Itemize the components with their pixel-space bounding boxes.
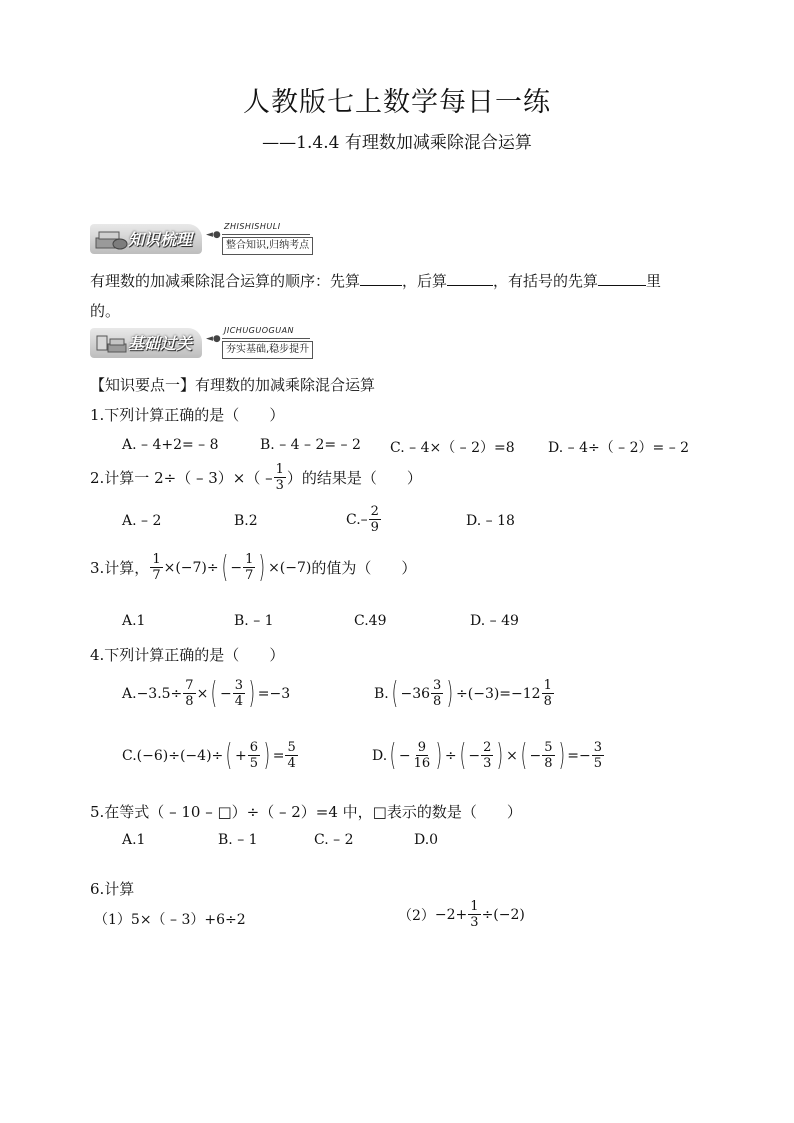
question-3-stem [90, 549, 417, 585]
right-paren: ) [258, 549, 266, 585]
banner-title: 知识梳理 [128, 230, 193, 249]
fraction-denominator: 16 [413, 756, 431, 771]
fraction-numerator: 1 [543, 678, 552, 693]
q3-inner-sign: − [230, 559, 243, 576]
right-paren: ) [446, 675, 454, 711]
knowledge-text-d: 里 [646, 272, 662, 290]
q4-d-label: D. [372, 747, 388, 764]
q4-d-sign-3: − [529, 747, 542, 764]
q3-expr-mid: ×(−7)÷ [163, 559, 219, 576]
left-paren: ( [389, 737, 397, 773]
section-heading: 【知识要点一】有理数的加减乘除混合运算 [90, 376, 376, 394]
q4-d-fraction-1 [412, 740, 433, 771]
q4-d-op-1: ÷ [444, 747, 457, 764]
fraction-numerator: 3 [593, 740, 603, 755]
q4-option-c[interactable] [122, 737, 299, 773]
q4-a-op: × [196, 685, 209, 702]
q4-a-pre: −3.5÷ [136, 685, 183, 702]
fraction-numerator: 3 [234, 678, 244, 693]
q3-stem-post: 的值为（ ） [311, 559, 417, 577]
q2-option-d[interactable]: D. – 18 [466, 513, 515, 529]
fraction-denominator: 8 [543, 694, 552, 709]
q2-option-b[interactable]: B.2 [234, 513, 258, 529]
fraction-numerator: 2 [483, 740, 492, 755]
page-title: 人教版七上数学每日一练 [243, 87, 551, 118]
fraction-denominator: 4 [287, 756, 296, 771]
books-icon [94, 226, 128, 252]
q3-option-a[interactable]: A.1 [122, 613, 146, 629]
banner-pinyin: ZHISHISHULI [224, 222, 281, 231]
q4-b-label: B. [374, 685, 389, 702]
q4-a-fraction-2 [233, 678, 245, 709]
q4-option-d[interactable] [372, 737, 605, 773]
knowledge-line-2: 的。 [90, 302, 121, 320]
fraction-denominator: 3 [275, 478, 284, 493]
q4-b-whole: −36 [400, 685, 431, 702]
fraction-denominator: 8 [185, 694, 194, 709]
q4-b-mid: ÷(−3)=−12 [456, 685, 541, 702]
q6-part-1: （1）5×（ – 3）+6÷2 [94, 912, 246, 928]
q4-c-result-fraction [285, 740, 297, 771]
fraction-denominator: 3 [470, 915, 479, 930]
answer-blank-2[interactable] [447, 271, 493, 286]
q3-expr-tail: ×(−7) [268, 559, 312, 576]
q4-d-sign-2: − [468, 747, 481, 764]
q6-part-2 [398, 899, 525, 930]
q4-a-label: A. [122, 685, 137, 702]
q4-d-op-2: × [506, 747, 518, 764]
fraction-numerator: 6 [249, 740, 258, 755]
q3-option-d[interactable]: D. – 49 [470, 613, 519, 629]
fraction-numerator: 1 [275, 462, 284, 477]
q4-d-sign-1: − [398, 747, 411, 764]
fraction-denominator: 9 [370, 520, 379, 535]
fraction-denominator: 5 [593, 756, 603, 771]
fraction-denominator: 3 [483, 756, 492, 771]
q4-c-pre: (−6)÷(−4)÷ [136, 747, 224, 764]
q4-c-sign: + [234, 747, 247, 764]
knowledge-text-c: ，有括号的先算 [493, 272, 599, 290]
q2-option-c[interactable] [346, 504, 382, 535]
answer-blank-3[interactable] [598, 271, 646, 286]
fraction-numerator: 1 [152, 552, 161, 567]
q6-part-2-fraction [468, 899, 480, 930]
q5-option-b[interactable]: B. – 1 [218, 832, 258, 848]
right-paren: ) [435, 737, 443, 773]
answer-blank-1[interactable] [360, 271, 402, 286]
banner-tagline: 整合知识,归纳考点 [222, 237, 313, 255]
left-paren: ( [221, 549, 228, 585]
question-6-stem: 6.计算 [90, 880, 135, 898]
fraction-denominator: 5 [249, 756, 258, 771]
fraction-numerator: 5 [544, 740, 553, 755]
left-paren: ( [210, 675, 218, 711]
fraction-numerator: 5 [287, 740, 296, 755]
q5-option-a[interactable]: A.1 [122, 832, 146, 848]
fraction-denominator: 7 [152, 568, 161, 583]
q1-option-c[interactable]: C. – 4×（ – 2）=8 [390, 440, 515, 456]
q4-d-fraction-3 [542, 740, 554, 771]
question-4-stem: 4.下列计算正确的是（ ） [90, 646, 285, 664]
q4-a-sign: − [220, 685, 232, 702]
fraction-numerator: 7 [185, 678, 194, 693]
left-paren: ( [391, 675, 398, 711]
q3-option-c[interactable]: C.49 [354, 613, 387, 629]
knowledge-line-1 [90, 270, 661, 291]
section-banner-basics [90, 328, 320, 362]
fraction-numerator: 1 [470, 899, 479, 914]
q4-c-fraction [248, 740, 260, 771]
arrow-dots-icon: ◄● [206, 334, 221, 344]
q3-stem-pre: 3.计算， [90, 559, 150, 577]
q2-option-a[interactable]: A. – 2 [122, 513, 162, 529]
q2-stem-post: ）的结果是（ ） [286, 469, 422, 487]
left-paren: ( [520, 737, 527, 773]
question-2-stem [90, 462, 422, 493]
q4-option-b[interactable] [374, 675, 555, 711]
q3-fraction-1 [150, 552, 162, 583]
q4-d-eq: =− [567, 747, 591, 764]
fraction-denominator: 4 [234, 694, 244, 709]
q4-a-fraction-1 [183, 678, 195, 709]
q4-d-fraction-2 [481, 740, 493, 771]
q1-option-a[interactable]: A. – 4+2= – 8 [122, 437, 219, 453]
question-5-stem: 5.在等式（ – 10 – □）÷（ – 2）=4 中，□表示的数是（ ） [90, 803, 522, 821]
question-1-stem: 1.下列计算正确的是（ ） [90, 406, 285, 424]
q4-c-eq: = [272, 747, 285, 764]
page-subtitle: ——1.4.4 有理数加减乘除混合运算 [262, 133, 532, 153]
banner-pinyin: JICHUGUOGUAN [224, 326, 295, 335]
fraction-denominator: 8 [544, 756, 553, 771]
fraction-numerator: 2 [370, 504, 379, 519]
q1-option-d[interactable]: D. – 4÷（ – 2）= – 2 [548, 440, 690, 456]
q2-option-c-label: C.– [346, 511, 368, 528]
right-paren: ) [497, 737, 504, 773]
fraction-numerator: 3 [433, 678, 442, 693]
banner-divider [222, 234, 310, 235]
q6-part-2-post: ÷(−2) [481, 906, 525, 923]
right-paren: ) [263, 737, 271, 773]
q6-part-2-pre: −2+ [434, 906, 468, 923]
q2-option-c-fraction [369, 504, 381, 535]
arrow-dots-icon: ◄● [206, 230, 221, 240]
section-banner-knowledge [90, 224, 320, 258]
q2-fraction [274, 462, 286, 493]
q4-b-result-fraction [542, 678, 554, 709]
cup-books-icon [94, 330, 128, 356]
left-paren: ( [225, 737, 233, 773]
q4-c-label: C. [122, 747, 137, 764]
left-paren: ( [459, 737, 466, 773]
q2-stem-pre: 2.计算一 2÷（ – 3）×（ – [90, 469, 273, 487]
banner-divider [222, 338, 310, 339]
knowledge-text-a: 有理数的加减乘除混合运算的顺序：先算 [90, 272, 361, 290]
q4-b-fraction [431, 678, 443, 709]
q3-fraction-2 [243, 552, 255, 583]
q3-option-b[interactable]: B. – 1 [234, 613, 274, 629]
q1-option-b[interactable]: B. – 4 – 2= – 2 [260, 437, 361, 453]
banner-tagline: 夯实基础,稳步提升 [222, 341, 313, 359]
banner-title: 基础过关 [128, 334, 193, 353]
q5-option-c[interactable]: C. – 2 [314, 832, 354, 848]
q6-part-2-label: （2） [398, 907, 435, 924]
q4-option-a[interactable] [122, 675, 291, 711]
fraction-numerator: 9 [417, 740, 427, 755]
q4-d-result-fraction [592, 740, 604, 771]
knowledge-text-b: ，后算 [402, 272, 448, 290]
right-paren: ) [248, 675, 256, 711]
right-paren: ) [558, 737, 565, 773]
q5-option-d[interactable]: D.0 [414, 832, 439, 848]
fraction-numerator: 1 [245, 552, 254, 567]
fraction-denominator: 7 [245, 568, 254, 583]
fraction-denominator: 8 [433, 694, 442, 709]
q4-a-post: =−3 [257, 685, 291, 702]
